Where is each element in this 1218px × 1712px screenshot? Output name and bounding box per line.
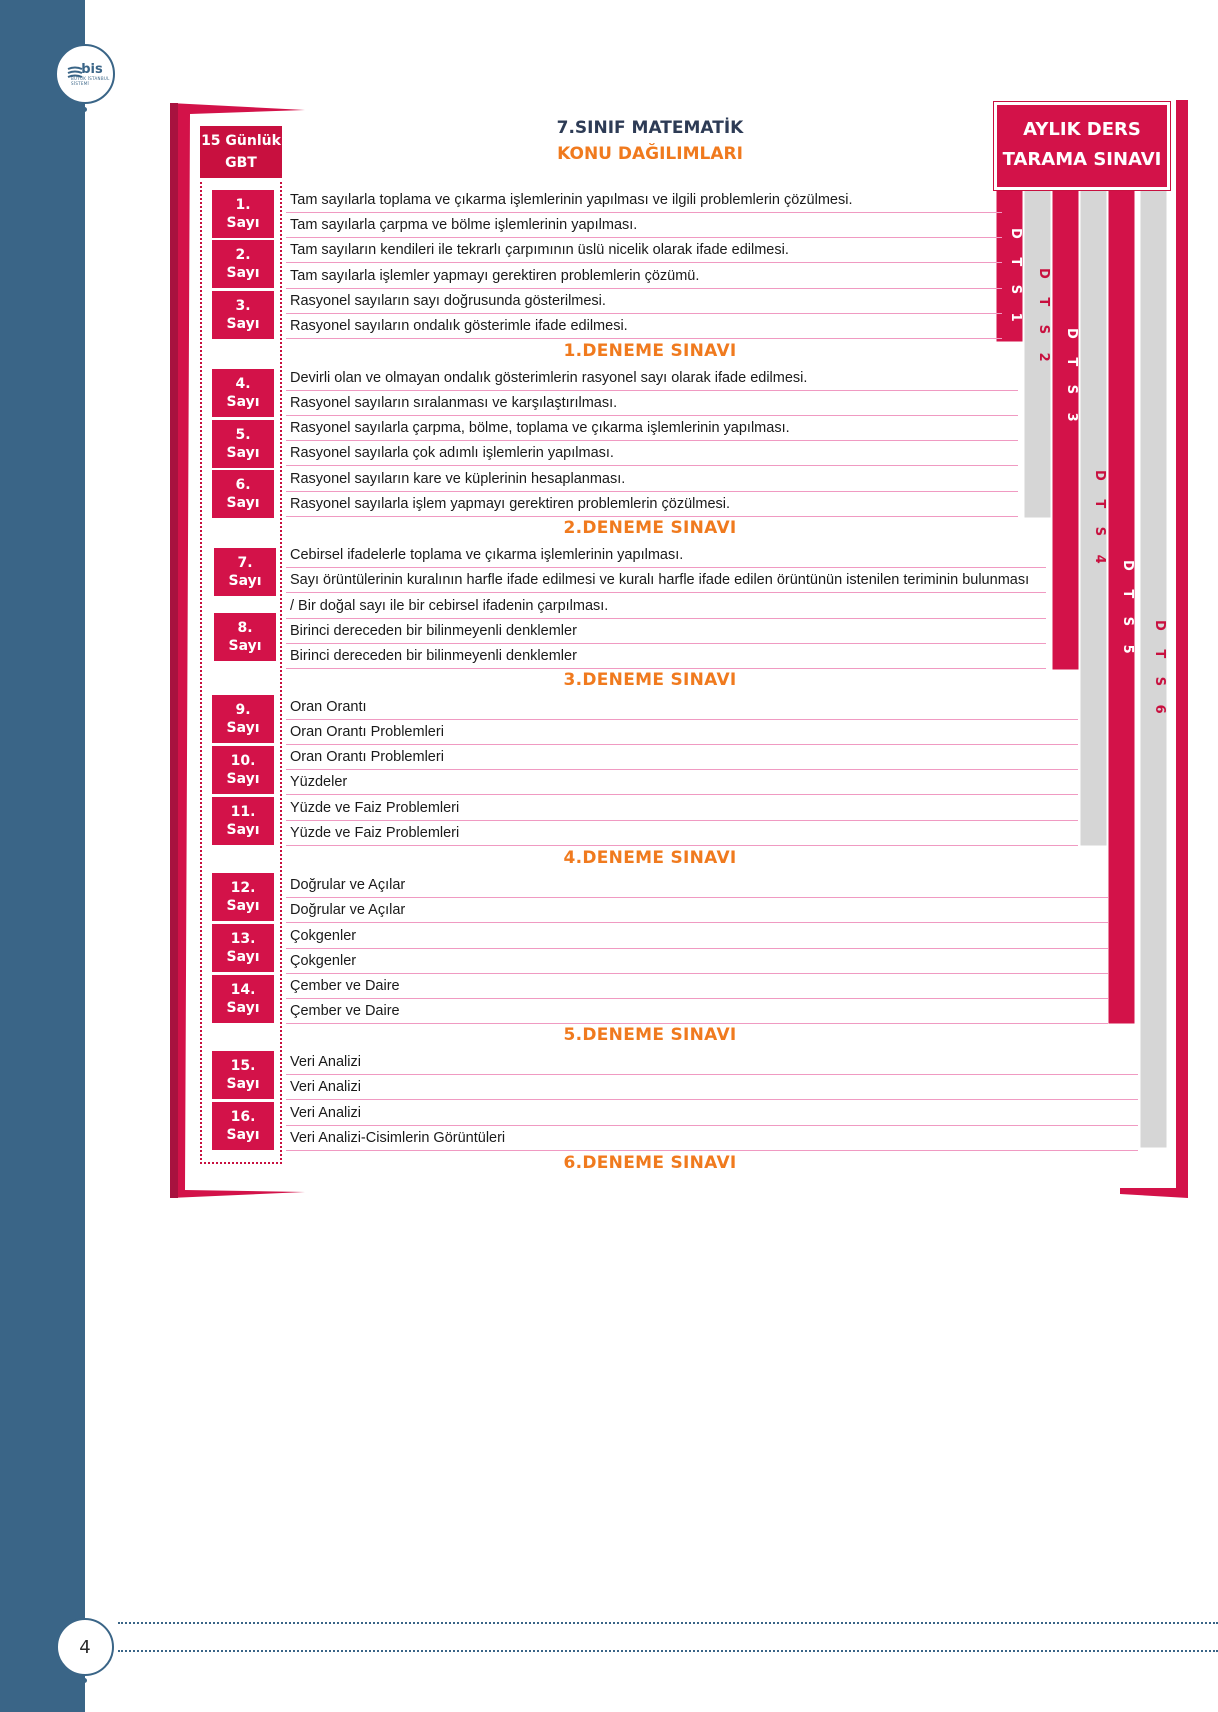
issue-number: 13. bbox=[230, 931, 256, 947]
topic-row: Veri Analizi bbox=[286, 1075, 1138, 1100]
issue-number: 5. bbox=[235, 427, 251, 443]
issue-box bbox=[212, 190, 274, 238]
issue-box bbox=[214, 613, 276, 661]
issue-label: Sayı bbox=[226, 822, 260, 838]
topic-row: Veri Analizi bbox=[286, 1050, 1138, 1075]
topic-row: Rasyonel sayıların sıralanması ve karşılaştırılması. bbox=[286, 391, 1018, 416]
issue-number: 7. bbox=[237, 555, 253, 571]
exam-label: 3.DENEME SINAVI bbox=[563, 670, 737, 690]
issue-label: Sayı bbox=[228, 638, 262, 654]
issue-box bbox=[212, 975, 274, 1023]
dts-bar bbox=[1052, 188, 1079, 670]
issue-number: 2. bbox=[235, 247, 251, 263]
gbt-header-line1: 15 Günlük bbox=[201, 133, 281, 149]
topic-row: Sayı örüntülerinin kuralının harfle ifade edilmesi ve kuralı harfle ifade edilen örüntünün istenilen teriminin bulunması bbox=[286, 568, 1046, 593]
issue-label: Sayı bbox=[226, 949, 260, 965]
issue-label: Sayı bbox=[226, 495, 260, 511]
issue-number: 9. bbox=[235, 702, 251, 718]
topic-row: Rasyonel sayıların ondalık gösterimle ifade edilmesi. bbox=[286, 314, 1002, 339]
issue-label: Sayı bbox=[226, 316, 260, 332]
topic-row: Rasyonel sayılarla çarpma, bölme, toplama ve çıkarma işlemlerinin yapılması. bbox=[286, 416, 1018, 441]
issue-box bbox=[212, 746, 274, 794]
right-bracket bbox=[1176, 100, 1188, 1196]
issue-number: 15. bbox=[230, 1058, 256, 1074]
issue-label: Sayı bbox=[226, 1076, 260, 1092]
issue-box bbox=[212, 470, 274, 518]
topic-row: Doğrular ve Açılar bbox=[286, 898, 1108, 923]
issue-box bbox=[214, 548, 276, 596]
issue-number: 16. bbox=[230, 1109, 256, 1125]
gbt-header-line2: GBT bbox=[225, 155, 257, 171]
monthly-header-line1: AYLIK DERS bbox=[1023, 119, 1141, 140]
logo-subtitle: BÜYÜK İSTANBUL SİSTEMİ bbox=[71, 75, 110, 86]
issue-label: Sayı bbox=[226, 394, 260, 410]
page-subtitle: KONU DAĞILIMLARI bbox=[557, 144, 743, 164]
page-dot bbox=[82, 1678, 87, 1683]
issue-number: 6. bbox=[235, 477, 251, 493]
issue-label: Sayı bbox=[226, 771, 260, 787]
dts-label: D T S 1 bbox=[1008, 228, 1023, 329]
footer-dotted-line-top bbox=[118, 1622, 1218, 1624]
issue-number: 3. bbox=[235, 298, 251, 314]
topic-row: Doğrular ve Açılar bbox=[286, 873, 1108, 898]
topic-row: Veri Analizi bbox=[286, 1101, 1138, 1126]
issue-label: Sayı bbox=[226, 720, 260, 736]
topic-row: Çokgenler bbox=[286, 949, 1108, 974]
dts-label: D T S 2 bbox=[1036, 268, 1051, 369]
issue-label: Sayı bbox=[226, 1127, 260, 1143]
page-title: 7.SINIF MATEMATİK bbox=[556, 118, 744, 138]
exam-label: 1.DENEME SINAVI bbox=[563, 341, 737, 361]
issue-label: Sayı bbox=[226, 898, 260, 914]
topic-row: Yüzde ve Faiz Problemleri bbox=[286, 796, 1078, 821]
right-bracket-foot bbox=[1120, 1188, 1188, 1198]
topic-row: Cebirsel ifadelerle toplama ve çıkarma işlemlerinin yapılması. bbox=[286, 543, 1046, 568]
issue-label: Sayı bbox=[226, 265, 260, 281]
issue-number: 8. bbox=[237, 620, 253, 636]
monthly-header-line2: TARAMA SINAVI bbox=[1002, 149, 1162, 170]
footer-dotted-line-bottom bbox=[118, 1650, 1218, 1652]
topic-row: Yüzdeler bbox=[286, 770, 1078, 795]
dts-label: D T S 6 bbox=[1152, 620, 1167, 721]
topic-row: Tam sayılarla işlemler yapmayı gerektiren problemlerin çözümü. bbox=[286, 264, 1002, 289]
topic-row: / Bir doğal sayı ile bir cebirsel ifadenin çarpılması. bbox=[286, 594, 1046, 619]
topic-row: Tam sayıların kendileri ile tekrarlı çarpımının üslü nicelik olarak ifade edilmesi. bbox=[286, 238, 1002, 263]
issue-box bbox=[212, 924, 274, 972]
issue-number: 14. bbox=[230, 982, 256, 998]
issue-box bbox=[212, 695, 274, 743]
topic-row: Birinci dereceden bir bilinmeyenli denklemler bbox=[286, 619, 1046, 644]
issue-box bbox=[212, 1051, 274, 1099]
left-bracket-edge bbox=[170, 103, 178, 1198]
topic-row: Birinci dereceden bir bilinmeyenli denklemler bbox=[286, 644, 1046, 669]
issue-label: Sayı bbox=[228, 573, 262, 589]
exam-label: 5.DENEME SINAVI bbox=[563, 1025, 737, 1045]
issue-number: 11. bbox=[230, 804, 256, 820]
exam-label: 4.DENEME SINAVI bbox=[563, 848, 737, 868]
issue-box bbox=[212, 369, 274, 417]
issue-box bbox=[212, 420, 274, 468]
topic-row: Tam sayılarla çarpma ve bölme işlemlerinin yapılması. bbox=[286, 213, 1002, 238]
topic-row: Devirli olan ve olmayan ondalık gösterimlerin rasyonel sayı olarak ifade edilmesi. bbox=[286, 366, 1018, 391]
exam-label: 6.DENEME SINAVI bbox=[563, 1153, 737, 1173]
issue-number: 1. bbox=[235, 197, 251, 213]
topic-row: Rasyonel sayıların kare ve küplerinin hesaplanması. bbox=[286, 467, 1018, 492]
dts-label: D T S 4 bbox=[1092, 470, 1107, 571]
logo-text: bis bbox=[81, 61, 103, 77]
topic-row: Çember ve Daire bbox=[286, 974, 1108, 999]
dts-label: D T S 5 bbox=[1120, 560, 1135, 661]
topic-row: Oran Orantı bbox=[286, 695, 1078, 720]
issue-label: Sayı bbox=[226, 1000, 260, 1016]
topic-row: Rasyonel sayılarla çok adımlı işlemlerin yapılması. bbox=[286, 441, 1018, 466]
page-number: 4 bbox=[56, 1618, 114, 1676]
topic-row: Çokgenler bbox=[286, 924, 1108, 949]
issue-box bbox=[212, 1102, 274, 1150]
topic-row: Veri Analizi-Cisimlerin Görüntüleri bbox=[286, 1126, 1138, 1151]
issue-box bbox=[212, 291, 274, 339]
issue-box bbox=[212, 797, 274, 845]
monthly-exam-header bbox=[994, 102, 1170, 190]
issue-number: 12. bbox=[230, 880, 256, 896]
issue-label: Sayı bbox=[226, 445, 260, 461]
topic-row: Tam sayılarla toplama ve çıkarma işlemlerinin yapılması ve ilgili problemlerin çözülmesi. bbox=[286, 188, 1002, 213]
exam-label: 2.DENEME SINAVI bbox=[563, 518, 737, 538]
gbt-header bbox=[200, 126, 282, 178]
topic-row: Rasyonel sayılarla işlem yapmayı gerektiren problemlerin çözülmesi. bbox=[286, 492, 1018, 517]
issue-box bbox=[212, 873, 274, 921]
issue-number: 10. bbox=[230, 753, 256, 769]
topic-row: Oran Orantı Problemleri bbox=[286, 745, 1078, 770]
topic-row: Oran Orantı Problemleri bbox=[286, 720, 1078, 745]
topic-row: Rasyonel sayıların sayı doğrusunda gösterilmesi. bbox=[286, 289, 1002, 314]
topic-row: Yüzde ve Faiz Problemleri bbox=[286, 821, 1078, 846]
topic-row: Çember ve Daire bbox=[286, 999, 1108, 1024]
issue-box bbox=[212, 240, 274, 288]
issue-number: 4. bbox=[235, 376, 251, 392]
dts-label: D T S 3 bbox=[1064, 328, 1079, 429]
issue-label: Sayı bbox=[226, 215, 260, 231]
